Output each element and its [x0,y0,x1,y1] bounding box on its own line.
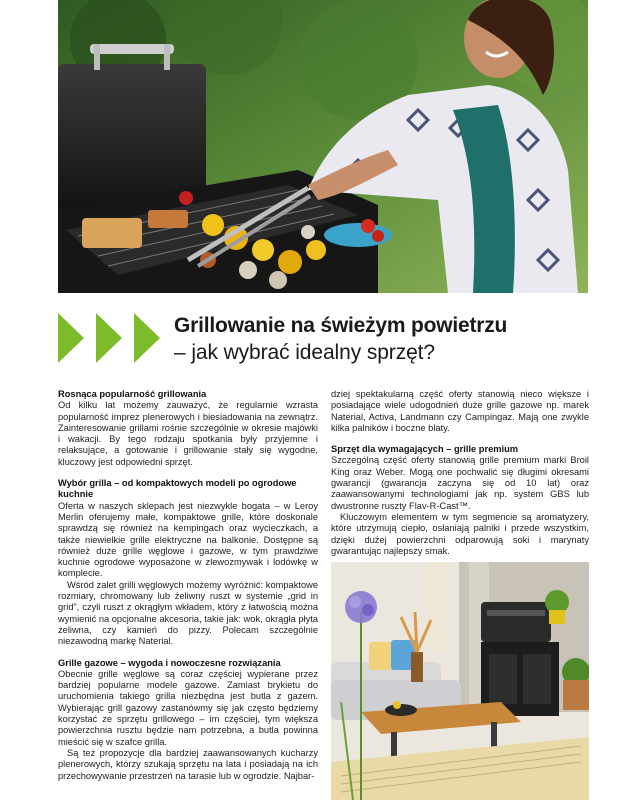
grilling-scene-illustration [58,0,588,293]
patio-grill-illustration [331,562,589,800]
paragraph: dziej spektakularną część oferty stanowią nieco większe i posiadające wiele udogodnień duże grille gazowe np. marek Naterial, Activa, Landmann czy Campingaz. Mają one zwykle kilka palników i boczne blaty. [331,389,589,433]
patio-photo [331,562,589,800]
article-column-1 [58,389,318,782]
paragraph: Od kilku lat możemy zauważyć, że regularnie wzrasta popularność imprez plenerowych i biesiadowania na zewnątrz. Zainteresowanie grillami rośnie szczególnie w okresie majówki i wakacji. By tego rodzaju spotkania były przyjemne i relaksujące, a gotowanie i grillowanie stały się wygodne, kluczowy jest odpowiedni sprzęt. [58,400,318,467]
section-heading: Grille gazowe – wygoda i nowoczesne rozwiązania [58,657,281,668]
paragraph: Oferta w naszych sklepach jest niezwykle bogata – w Leroy Merlin oferujemy małe, kompaktowe grille, które doskonale sprawdzą się również na kempingach oraz wycieczkach, a także niewielkie grille elektryczne na balkonie. Dostępne są również duże grille węglowe i gazowe, w tym prawdziwe kuchnie ogrodowe wyposażone w zlewozmywak i lodówkę w komplecie. [58,500,318,579]
paragraph: Kluczowym elementem w tym segmencie są aromatyzery, które utrzymują ciepło, osłaniają palniki i przede wszystkim, dzięki dużej powierzchni odparowują soki i marynaty gwarantując najlepszy smak. [331,511,589,556]
hero-photo [58,0,588,293]
section-heading: Wybór grilla – od kompaktowych modeli po ogrodowe kuchnie [58,478,297,500]
section-heading: Rosnąca popularność grillowania [58,389,207,399]
paragraph: Są też propozycje dla bardziej zaawansowanych kucharzy plenerowych, którzy szukają sprzętu na lata i posiadają na ich przechowywanie przestrzeń na tarasie lub w ogrodzie. Najbar- [58,747,318,781]
paragraph: Obecnie grille węglowe są coraz częściej wypierane przez bardziej popularne modele gazowe. Zamiast brykietu do uruchomienia takiego grilla niezbędna jest butla z gazem. Wybierając grill gazowy zastanówmy się jak często będziemy korzystać ze sprzętu grillowego – im częściej, tym większa powierzchnia rusztu będzie nam potrzebna, a butla powinna mieścić się w szafce grilla. [58,668,318,747]
section-heading: Sprzęt dla wymagających – grille premium [331,444,519,455]
chevron-arrows-icon [58,313,162,363]
headline-line-2: – jak wybrać idealny sprzęt? [174,341,435,364]
headline-line-1: Grillowanie na świeżym powietrzu [174,314,508,337]
paragraph: Szczególną część oferty stanowią grille premium marki Broil King oraz Weber. Mogą one pochwalić się długimi okresami gwarancji (gwarancja zaczyna się od 10 lat) oraz zaawansowanymi technologiami jak np. system GBS lub dwustronne ruszty Flav-R-Cast™. [331,455,589,511]
paragraph: Wśród zalet grilli węglowych możemy wyróżnić: kompaktowe rozmiary, chromowany lub żeliwny ruszt w systemie „grid in grid”, czyli ruszt z okrągłym wkładem, który z łatwością można wymienić na opcjonalne akcesoria, takie jak: wok, okrągła płyta żeliwna, czy kamień do pizzy. Polecam szczególnie niezawodną markę Naterial. [58,579,318,647]
article-column-2 [331,389,589,557]
article-headline [174,313,594,366]
